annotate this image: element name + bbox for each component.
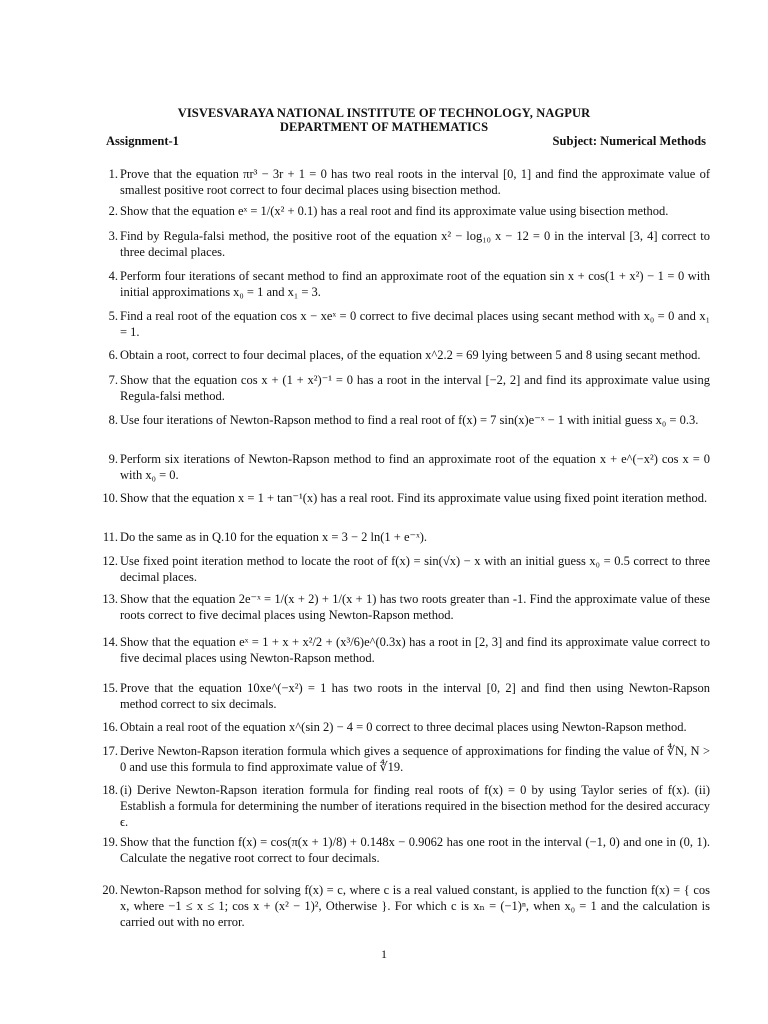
question-11: 11. Do the same as in Q.10 for the equation x = 3 − 2 ln(1 + e⁻ˣ). [102, 530, 427, 544]
question-8: 8. Use four iterations of Newton-Rapson method to find a real root of f(x) = 7 sin(x)e⁻ˣ − 1 with initial guess x₀ = 0.3. [108, 413, 699, 427]
question-4: 4. Perform four iterations of secant method to find an approximate root of the equation sin x + cos(1 + x²) − 1 = 0 with initial approximations x₀ = 1 and x₁ = 3. [108, 269, 710, 299]
assignment-label: Assignment-1 [106, 134, 179, 148]
question-6: 6. Obtain a root, correct to four decimal places, of the equation x^2.2 = 69 lying between 5 and 8 using secant method. [108, 348, 701, 362]
institute-title: VISVESVARAYA NATIONAL INSTITUTE OF TECHNOLOGY, NAGPUR [177, 106, 591, 120]
department-title: DEPARTMENT OF MATHEMATICS [279, 120, 489, 134]
question-9: 9. Perform six iterations of Newton-Rapson method to find an approximate root of the equation x + e^(−x²) cos x = 0 with x₀ = 0. [108, 452, 710, 482]
question-1: 1. Prove that the equation πr³ − 3r + 1 = 0 has two real roots in the interval [0, 1] and find the approximate value of smallest positive root correct to four decimal places using bisection method. [108, 167, 710, 197]
question-3: 3. Find by Regula-falsi method, the positive root of the equation x² − log₁₀ x − 12 = 0 in the interval [3, 4] correct to three decimal places. [108, 229, 710, 259]
question-16: 16. Obtain a real root of the equation x^(sin 2) − 4 = 0 correct to three decimal places using Newton-Rapson method. [102, 720, 687, 734]
question-14: 14. Show that the equation eˣ = 1 + x + x²/2 + (x³/6)e^(0.3x) has a root in [2, 3] and find its approximate value correct to five decimal places using Newton-Rapson method. [102, 635, 710, 665]
question-7: 7. Show that the equation cos x + (1 + x²)⁻¹ = 0 has a root in the interval [−2, 2] and find its approximate value using Regula-falsi method. [108, 373, 710, 403]
question-12: 12. Use fixed point iteration method to locate the root of f(x) = sin(√x) − x with an initial guess x₀ = 0.5 correct to three decimal places. [102, 554, 710, 584]
subject-label: Subject: Numerical Methods [552, 134, 706, 148]
question-10: 10. Show that the equation x = 1 + tan⁻¹(x) has a real root. Find its approximate value using fixed point iteration method. [102, 491, 708, 505]
question-20: 20. Newton-Rapson method for solving f(x) = c, where c is a real valued constant, is applied to the function f(x) = { cos x, where −1 ≤ x ≤ 1; cos x + (x² − 1)², Otherwise }. For which c is xₙ = (−1)ⁿ, when x₀ = 1 and the calculation is carried out with no error. [102, 883, 710, 929]
question-2: 2. Show that the equation eˣ = 1/(x² + 0.1) has a real root and find its approximate value using bisection method. [108, 204, 669, 218]
page-number: 1 [381, 947, 387, 961]
question-18: 18. (i) Derive Newton-Rapson iteration formula for finding real roots of f(x) = 0 by using Taylor series of f(x). (ii) Establish a formula for determining the number of iterations required in the bisection method for the desired accuracy ϵ. [102, 783, 710, 829]
question-13: 13. Show that the equation 2e⁻ˣ = 1/(x + 2) + 1/(x + 1) has two roots greater than -1. Find the approximate value of these roots correct to five decimal places using Newton-Rapson method. [102, 592, 710, 622]
question-15: 15. Prove that the equation 10xe^(−x²) = 1 has two roots in the interval [0, 2] and find then using Newton-Rapson method correct to six decimals. [102, 681, 710, 711]
question-17: 17. Derive Newton-Rapson iteration formula which gives a sequence of approximations for finding the value of ∜N, N > 0 and use this formula to find approximate value of ∜19. [102, 744, 710, 774]
question-19: 19. Show that the function f(x) = cos(π(x + 1)/8) + 0.148x − 0.9062 has one root in the interval (−1, 0) and one in (0, 1). Calculate the negative root correct to four decimals. [102, 835, 710, 865]
question-5: 5. Find a real root of the equation cos x − xeˣ = 0 correct to five decimal places using secant method with x₀ = 0 and x₁ = 1. [108, 309, 710, 339]
